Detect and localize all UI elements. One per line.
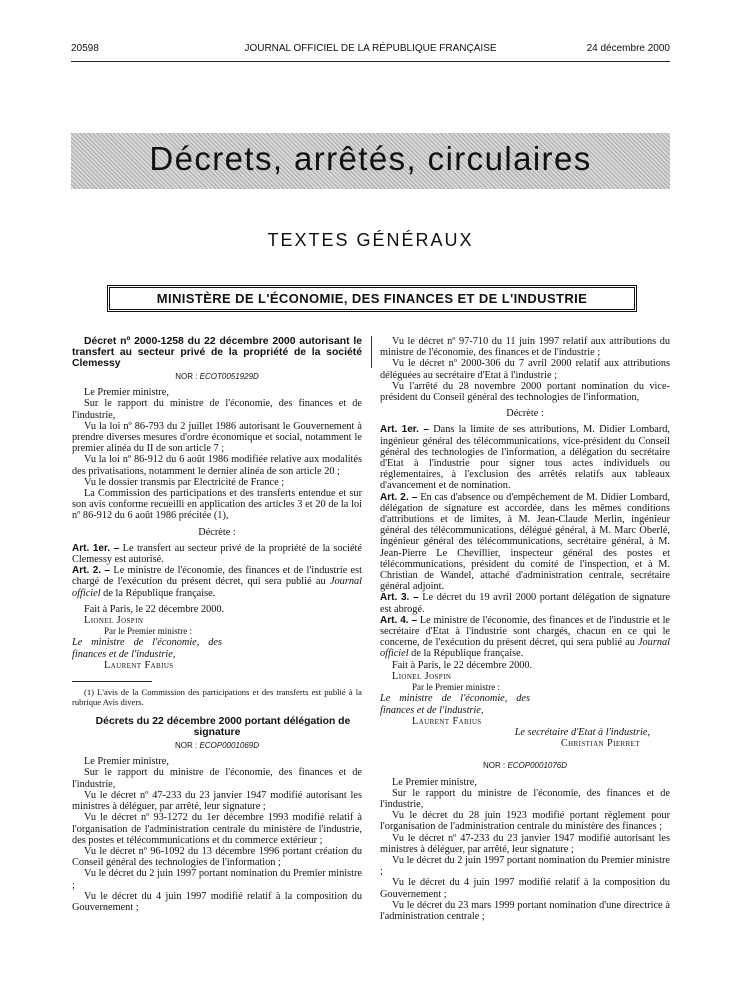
section-banner (71, 133, 670, 189)
article (380, 615, 670, 660)
signature-pm: Lionel Jospin (392, 670, 452, 682)
article (380, 592, 670, 614)
journal-title: JOURNAL OFFICIEL DE LA RÉPUBLIQUE FRANÇAISE (244, 43, 497, 54)
article (380, 424, 670, 491)
banner-title: Décrets, arrêtés, circulaires (149, 140, 592, 177)
article-text: Dans la limite de ses attributions, M. Didier Lombard, ingénieur général des télécommunications, vice-président du Conseil général des technologies de l'information, a délégation du secrétaire d'Etat à l'industrie pour signer tous actes individuels ou réglementaires, à l'exclusion des arrêtés relatifs aux tableaux d'avancement et de nomination. (380, 424, 670, 492)
paragraph: Vu le décret du 2 juin 1997 portant nomination du Premier ministre ; (72, 868, 362, 891)
right-column (380, 336, 670, 922)
article-label: Art. 3. – (380, 592, 419, 604)
paragraph: La Commission des participations et des transferts entendue et sur son avis conforme recueilli en application des articles 3 et 20 de la loi nº 86-912 du 6 août 1986 précitée (1), (72, 488, 362, 522)
column-divider (371, 336, 372, 368)
nor-label: NOR : (174, 741, 198, 751)
left-column (72, 336, 362, 913)
paragraph: Sur le rapport du ministre de l'économie, des finances et de l'industrie, (380, 787, 670, 810)
paragraph: Le Premier ministre, (84, 387, 169, 399)
done-at: Fait à Paris, le 22 décembre 2000. (84, 603, 225, 615)
secretary-name: Christian Pierret (560, 738, 640, 750)
by-pm: Par le Premier ministre : (104, 626, 192, 637)
article-text: Le décret du 19 avril 2000 portant délégation de signature est abrogé. (380, 592, 671, 615)
minister-name: Laurent Fabius (104, 659, 174, 671)
paragraph: Vu le décret nº 47-233 du 23 janvier 1947 modifié autorisant les ministres à déléguer, par arrêté, leur signature ; (380, 832, 670, 855)
article (380, 492, 670, 593)
article-label: Art. 4. – (380, 614, 418, 626)
article-text: de la République française. (411, 648, 524, 660)
paragraph: Le Premier ministre, (84, 756, 169, 768)
minister-name: Laurent Fabius (412, 715, 482, 727)
paragraph: Sur le rapport du ministre de l'économie, des finances et de l'industrie, (72, 398, 362, 421)
nor-code: ECOT0051929D (199, 372, 259, 381)
header-rule (71, 61, 670, 62)
nor-reference (72, 371, 362, 382)
article-label: Art. 2. – (72, 565, 111, 577)
paragraph: Vu l'arrêté du 28 novembre 2000 portant nomination du vice-président du Conseil général des technologies de l'information, (380, 380, 670, 404)
secretary-title: Le secrétaire d'Etat à l'industrie, (514, 726, 650, 738)
paragraph: Vu le décret du 4 juin 1997 modifié relatif à la composition du Gouvernement ; (380, 877, 670, 900)
article-text: Le ministre de l'économie, des finances et de l'industrie est chargé de l'exécution du présent décret, qui sera publié au (72, 565, 362, 588)
paragraph: Vu le décret du 28 juin 1923 modifié portant règlement pour l'organisation de l'administration centrale du ministère des finances ; (380, 810, 670, 833)
paragraph: Vu le décret du 4 juin 1997 modifié relatif à la composition du Gouvernement ; (72, 890, 362, 913)
paragraph: Vu la loi nº 86-912 du 6 août 1986 modifiée relative aux modalités des privatisations, notamment le dernier alinéa de son article 20 ; (72, 454, 362, 477)
paragraph: Vu le décret du 23 mars 1999 portant nomination d'une directrice à l'administration centrale ; (380, 899, 670, 922)
nor-label: NOR : (175, 372, 198, 381)
paragraph: Le Premier ministre, (392, 776, 477, 788)
nor-reference (380, 760, 670, 771)
article-text: de la République française. (103, 587, 216, 599)
minister-title: Le ministre de l'économie, des finances et de l'industrie, (72, 637, 222, 660)
journal-reference: Journal officiel (380, 637, 670, 660)
by-pm: Par le Premier ministre : (412, 682, 500, 693)
article-text: En cas d'absence ou d'empêchement de M. Didier Lombard, délégation de signature est accordée, dans les mêmes conditions d'attributions et de limites, à M. Jean-Claude Merlin, ingénieur général des télécommunications, délégué général, à M. Marc Oberlé, ingénieur général des télécommunications, secrétaire général, à M. Jean-Pierre Le Chevillier, inspecteur général des postes et télécommunications, président du comité de l'inspection, et à M. Christian de Wandel, attaché d'administration centrale, secrétaire général adjoint. (380, 491, 670, 593)
signature-pm: Lionel Jospin (84, 615, 144, 627)
paragraph: Vu le dossier transmis par Electricité de France ; (84, 476, 285, 488)
running-header (71, 43, 670, 59)
nor-reference (72, 740, 362, 751)
paragraph: Vu le décret du 2 juin 1997 portant nomination du Premier ministre ; (380, 854, 670, 878)
minister-title: Le ministre de l'économie, des finances et de l'industrie, (380, 693, 530, 716)
paragraph: Sur le rapport du ministre de l'économie, des finances et de l'industrie, (72, 767, 362, 790)
paragraph: Vu le décret nº 97-710 du 11 juin 1997 relatif aux attributions du ministre de l'économie, des finances et de l'industrie ; (380, 336, 670, 359)
nor-code: ECOP0001069D (199, 741, 260, 751)
paragraph: Vu le décret nº 2000-306 du 7 avril 2000 relatif aux attributions déléguées au secrétaire d'Etat à l'industrie ; (380, 358, 670, 381)
article-label: Art. 1er. – (380, 424, 429, 436)
decree-title: Décret nº 2000-1258 du 22 décembre 2000 autorisant le transfert au secteur privé de la propriété de la société Clemessy (72, 336, 362, 369)
paragraph: Vu le décret nº 96-1092 du 13 décembre 1996 portant création du Conseil général des technologies de l'information ; (72, 845, 362, 869)
decrete-label: Décrète : (506, 408, 544, 420)
paragraph: Vu le décret nº 93-1272 du 1er décembre 1993 modifié relatif à l'organisation de l'administration centrale du ministère de l'industrie, des postes et télécommunications et du commerce extérieur ; (72, 812, 362, 846)
article-label: Art. 1er. – (72, 542, 120, 554)
article-text: Le ministre de l'économie, des finances et de l'industrie et le secrétaire d'Etat à l'industrie sont chargés, chacun en ce qui le concerne, de l'exécution du présent décret, qui sera publié au (380, 614, 670, 649)
footnote-rule (72, 681, 152, 682)
ministry-box: MINISTÈRE DE L'ÉCONOMIE, DES FINANCES ET DE L'INDUSTRIE (107, 285, 637, 312)
footnote: (1) L'avis de la Commission des participations et des transferts est publié à la rubrique Avis divers. (72, 687, 362, 708)
journal-reference: Journal officiel (72, 576, 363, 599)
paragraph: Vu le décret nº 47-233 du 23 janvier 1947 modifié autorisant les ministres à déléguer, par arrêté, leur signature ; (72, 789, 362, 813)
article (72, 543, 362, 565)
paragraph: Vu la loi nº 86-793 du 2 juillet 1986 autorisant le Gouvernement à prendre diverses mesures d'ordre économique et social, notamment le premier alinéa du II de son article 7 ; (72, 420, 362, 455)
section-title: TEXTES GÉNÉRAUX (267, 230, 474, 250)
issue-date: 24 décembre 2000 (586, 43, 670, 54)
nor-label: NOR : (482, 761, 506, 771)
page-number: 20598 (71, 43, 99, 54)
decrete-label: Décrète : (198, 526, 236, 538)
article-text: Le transfert au secteur privé de la propriété de la société Clemessy est autorisé. (72, 542, 362, 566)
decree-title: Décrets du 22 décembre 2000 portant délégation de signature (95, 716, 351, 739)
nor-code: ECOP0001076D (507, 761, 568, 771)
done-at: Fait à Paris, le 22 décembre 2000. (392, 659, 533, 671)
article (72, 565, 362, 599)
article-label: Art. 2. – (380, 491, 418, 503)
